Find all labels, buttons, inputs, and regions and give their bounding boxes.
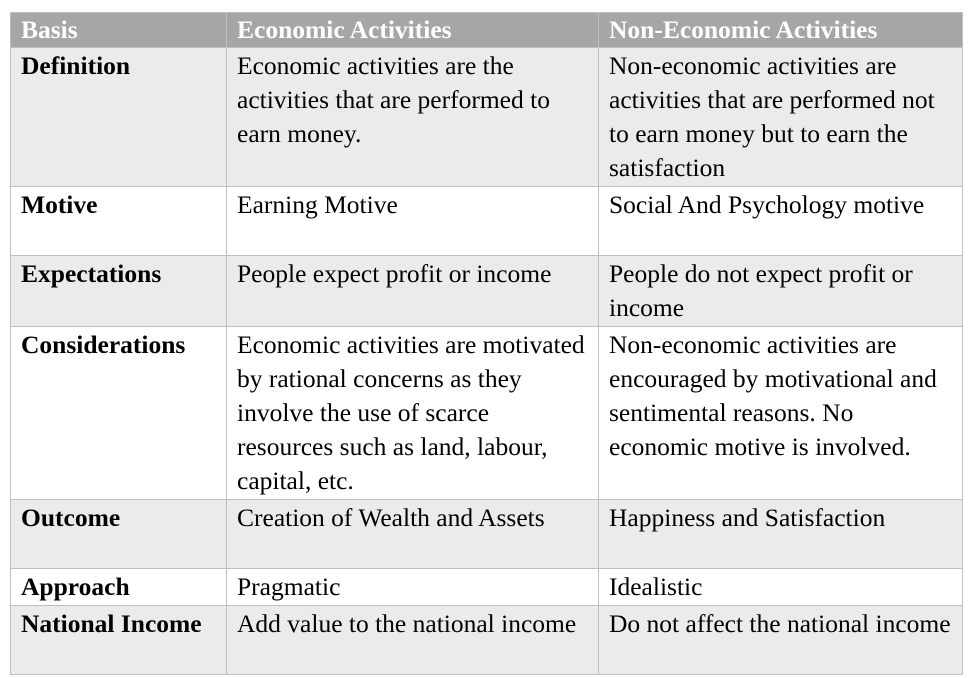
row-basis: Outcome xyxy=(11,500,227,569)
table-header xyxy=(11,13,963,48)
row-non-economic: Social And Psychology motive xyxy=(599,187,963,256)
table-row xyxy=(11,48,963,187)
row-non-economic: Non-economic activities are encouraged by motivational and sentimental reasons. No economic motive is involved. xyxy=(599,327,963,500)
row-economic: Creation of Wealth and Assets xyxy=(227,500,599,569)
row-economic: Economic activities are the activities that are performed to earn money. xyxy=(227,48,599,187)
header-economic-activities: Economic Activities xyxy=(227,13,599,48)
table-row xyxy=(11,500,963,569)
row-basis: Expectations xyxy=(11,256,227,327)
row-economic: Earning Motive xyxy=(227,187,599,256)
row-economic: Pragmatic xyxy=(227,569,599,606)
row-economic: Economic activities are motivated by rational concerns as they involve the use of scarce resources such as land, labour, capital, etc. xyxy=(227,327,599,500)
row-economic: Add value to the national income xyxy=(227,606,599,675)
row-basis: Motive xyxy=(11,187,227,256)
table-row xyxy=(11,327,963,500)
comparison-table xyxy=(10,12,963,675)
row-non-economic: Do not affect the national income xyxy=(599,606,963,675)
row-basis: Approach xyxy=(11,569,227,606)
row-non-economic: Happiness and Satisfaction xyxy=(599,500,963,569)
comparison-table-container xyxy=(10,12,962,675)
table-row xyxy=(11,606,963,675)
row-non-economic: People do not expect profit or income xyxy=(599,256,963,327)
header-non-economic-activities: Non-Economic Activities xyxy=(599,13,963,48)
table-row xyxy=(11,187,963,256)
row-basis: National Income xyxy=(11,606,227,675)
table-body xyxy=(11,48,963,675)
row-economic: People expect profit or income xyxy=(227,256,599,327)
row-basis: Definition xyxy=(11,48,227,187)
row-non-economic: Non-economic activities are activities that are performed not to earn money but to earn the satisfaction xyxy=(599,48,963,187)
table-row xyxy=(11,569,963,606)
row-non-economic: Idealistic xyxy=(599,569,963,606)
row-basis: Considerations xyxy=(11,327,227,500)
header-basis: Basis xyxy=(11,13,227,48)
header-row xyxy=(11,13,963,48)
table-row xyxy=(11,256,963,327)
